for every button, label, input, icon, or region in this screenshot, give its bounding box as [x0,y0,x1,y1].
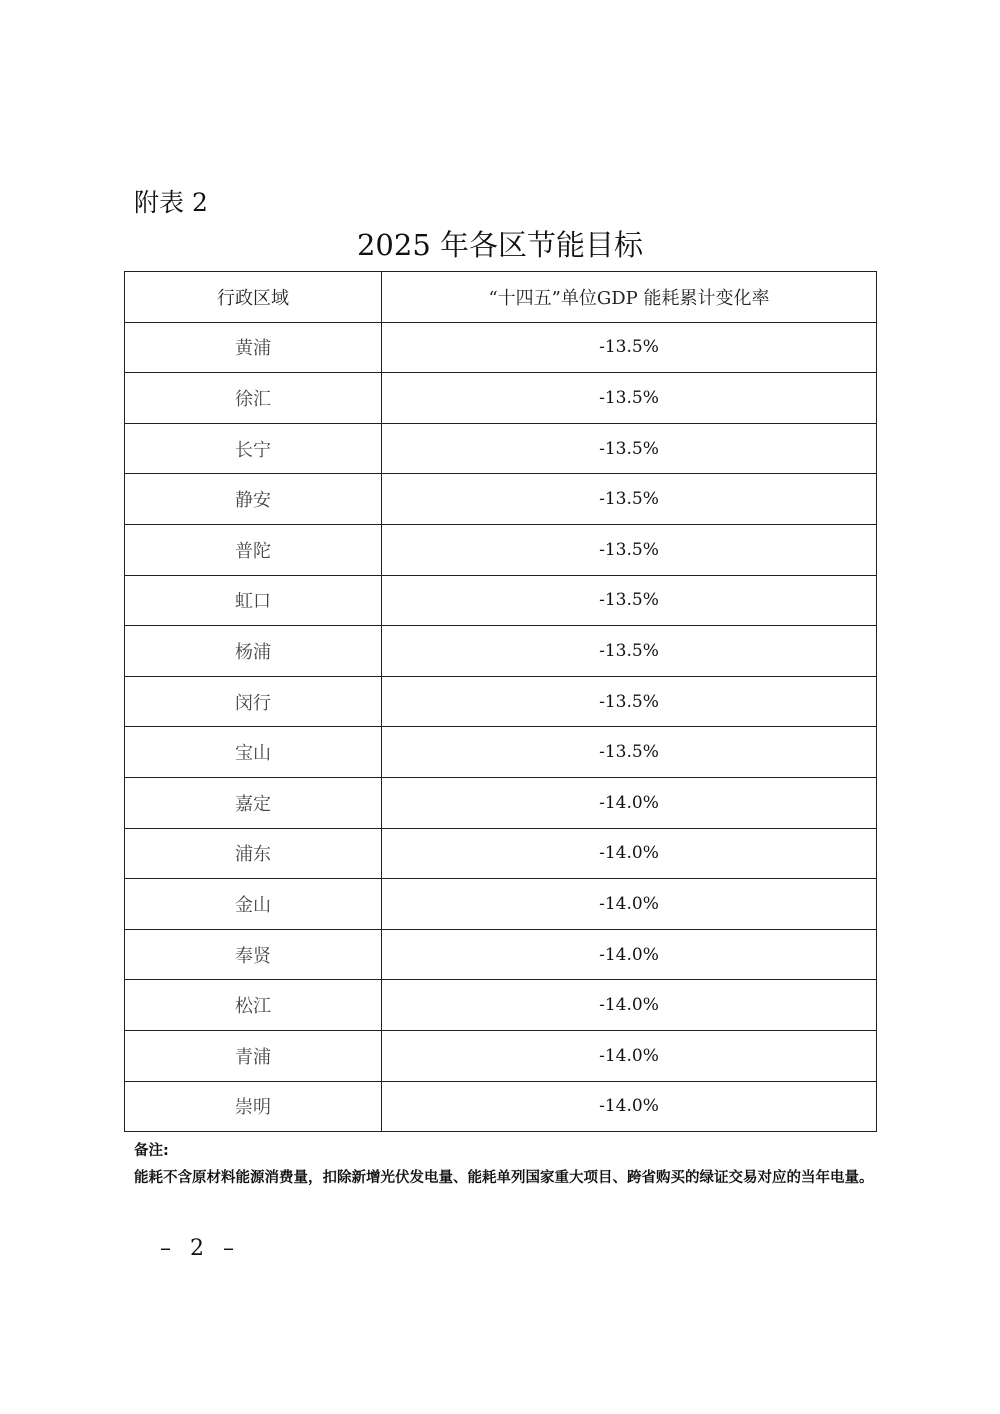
rate-cell: -14.0% [382,879,877,930]
district-cell: 金山 [125,879,382,930]
district-cell: 浦东 [125,828,382,879]
table-row [125,727,877,778]
district-cell: 嘉定 [125,777,382,828]
rate-cell: -14.0% [382,828,877,879]
table-row [125,474,877,525]
table-row [125,1081,877,1132]
district-cell: 崇明 [125,1081,382,1132]
district-cell: 徐汇 [125,373,382,424]
rate-cell: -14.0% [382,1081,877,1132]
district-cell: 青浦 [125,1030,382,1081]
rate-cell: -13.5% [382,373,877,424]
appendix-label: 附表 2 [134,188,208,217]
header-energy-change-rate: “十四五”单位GDP 能耗累计变化率 [382,272,877,323]
table-row [125,980,877,1031]
district-cell: 奉贤 [125,929,382,980]
table-row [125,676,877,727]
rate-cell: -13.5% [382,474,877,525]
rate-cell: -13.5% [382,524,877,575]
rate-cell: -13.5% [382,626,877,677]
district-cell: 长宁 [125,423,382,474]
table-row [125,1030,877,1081]
table-row [125,575,877,626]
district-cell: 静安 [125,474,382,525]
rate-cell: -13.5% [382,322,877,373]
district-cell: 松江 [125,980,382,1031]
district-cell: 虹口 [125,575,382,626]
table-row [125,777,877,828]
district-cell: 宝山 [125,727,382,778]
district-cell: 黄浦 [125,322,382,373]
page-number: – 2 – [160,1236,240,1261]
district-cell: 杨浦 [125,626,382,677]
district-cell: 闵行 [125,676,382,727]
rate-cell: -14.0% [382,980,877,1031]
table-row [125,929,877,980]
table-row [125,524,877,575]
rate-cell: -14.0% [382,929,877,980]
table-row [125,373,877,424]
notes-body: 能耗不含原材料能源消费量，扣除新增光伏发电量、能耗单列国家重大项目、跨省购买的绿证交易对应的当年电量。 [134,1170,874,1186]
table-row [125,423,877,474]
table-row [125,626,877,677]
table-header-row [125,272,877,323]
table-row [125,879,877,930]
notes-heading: 备注: [134,1143,169,1159]
rate-cell: -13.5% [382,575,877,626]
rate-cell: -14.0% [382,777,877,828]
district-cell: 普陀 [125,524,382,575]
rate-cell: -13.5% [382,727,877,778]
table-row [125,322,877,373]
document-title: 2025 年各区节能目标 [356,228,644,262]
rate-cell: -13.5% [382,423,877,474]
rate-cell: -13.5% [382,676,877,727]
rate-cell: -14.0% [382,1030,877,1081]
table-row [125,828,877,879]
header-district: 行政区域 [125,272,382,323]
energy-target-table [124,271,877,1132]
notes-section [134,1138,874,1192]
